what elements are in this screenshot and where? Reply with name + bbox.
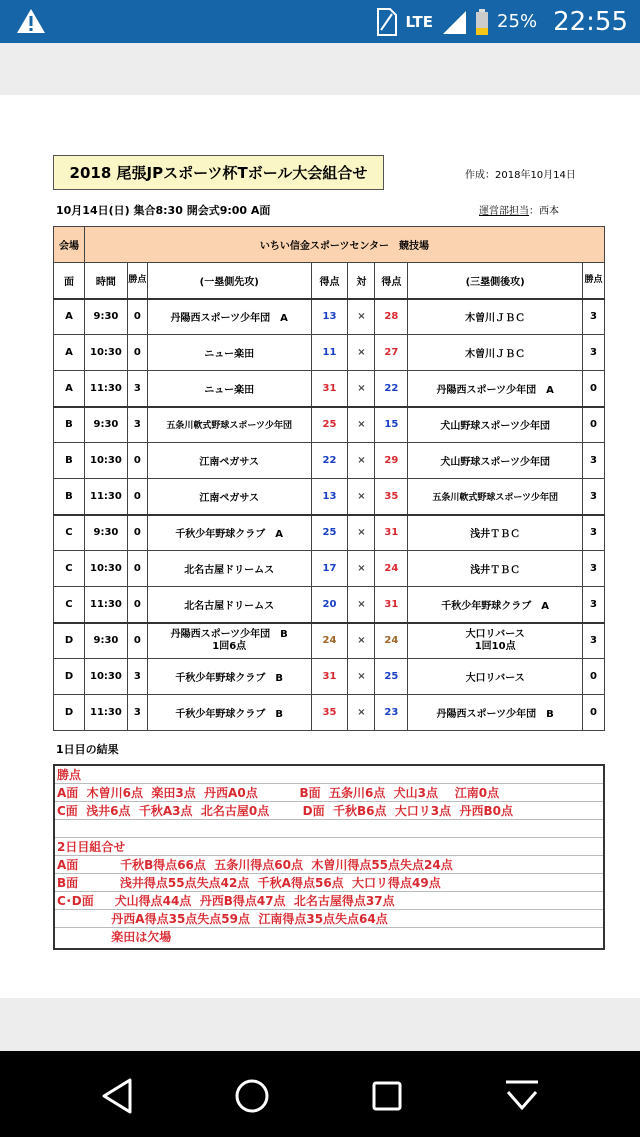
team-right: 丹陽西スポーツ少年団 A bbox=[408, 371, 583, 407]
wins-left: 0 bbox=[127, 479, 147, 515]
match-row bbox=[54, 443, 605, 479]
results-line: 楽田は欠場 bbox=[57, 930, 172, 944]
score-left: 17 bbox=[311, 551, 348, 587]
wins-right: 0 bbox=[582, 371, 604, 407]
wins-left: 3 bbox=[127, 407, 147, 443]
team-left: 千秋少年野球クラブ A bbox=[147, 515, 311, 551]
results-line: A面 千秋B得点66点 五条川得点60点 木曽川得点55点失点24点 bbox=[55, 856, 603, 874]
match-time: 10:30 bbox=[84, 443, 127, 479]
hide-keyboard-icon[interactable] bbox=[502, 1076, 542, 1116]
results-line: B面 浅井得点55点失点42点 千秋A得点56点 大口リ得点49点 bbox=[55, 874, 603, 892]
created-date: 作成：2018年10月14日 bbox=[465, 170, 576, 181]
court: C bbox=[54, 551, 85, 587]
wins-left: 3 bbox=[127, 695, 147, 731]
document-page bbox=[0, 95, 640, 998]
manager-label: 運営部担当 bbox=[479, 206, 529, 217]
wins-right: 3 bbox=[582, 443, 604, 479]
match-row bbox=[54, 623, 605, 659]
vs-mark: × bbox=[348, 695, 375, 731]
team-left: 千秋少年野球クラブ B bbox=[147, 695, 311, 731]
wins-right: 3 bbox=[582, 515, 604, 551]
document-title: 2018 尾張JPスポーツ杯Tボール大会組合せ bbox=[53, 155, 384, 190]
court: B bbox=[54, 479, 85, 515]
team-right: 五条川軟式野球スポーツ少年団 bbox=[408, 479, 583, 515]
wins-left: 0 bbox=[127, 551, 147, 587]
match-time: 11:30 bbox=[84, 587, 127, 623]
wins-right: 0 bbox=[582, 407, 604, 443]
results-line: C面 浅井6点 千秋A3点 北名古屋0点 D面 千秋B6点 大口リ3点 丹西B0点 bbox=[55, 802, 603, 820]
match-row bbox=[54, 479, 605, 515]
wins-right: 3 bbox=[582, 587, 604, 623]
team-right: 浅井ＴＢＣ bbox=[408, 551, 583, 587]
recents-icon[interactable] bbox=[367, 1076, 407, 1116]
signal-icon bbox=[441, 9, 467, 35]
team-right: 大口リバース bbox=[408, 659, 583, 695]
vs-mark: × bbox=[348, 299, 375, 335]
header-court: 面 bbox=[54, 263, 85, 299]
score-right: 28 bbox=[375, 299, 408, 335]
score-right: 24 bbox=[375, 623, 408, 659]
score-right: 35 bbox=[375, 479, 408, 515]
venue-label: 会場 bbox=[54, 227, 85, 263]
court: D bbox=[54, 659, 85, 695]
team-right: 千秋少年野球クラブ A bbox=[408, 587, 583, 623]
wins-left: 3 bbox=[127, 659, 147, 695]
court: C bbox=[54, 587, 85, 623]
team-right: 木曽川ＪＢＣ bbox=[408, 299, 583, 335]
header-wins-left: 勝点 bbox=[127, 263, 147, 299]
network-type: LTE bbox=[405, 12, 434, 31]
header-team-left: (一塁側先攻) bbox=[147, 263, 311, 299]
header-row bbox=[54, 263, 605, 299]
results-line: A面 木曽川6点 楽田3点 丹西A0点 B面 五条川6点 犬山3点 江南0点 bbox=[55, 784, 603, 802]
header-team-right: (三塁側後攻) bbox=[408, 263, 583, 299]
wins-left: 0 bbox=[127, 587, 147, 623]
venue-name: いちい信金スポーツセンター 競技場 bbox=[84, 227, 604, 263]
match-row bbox=[54, 695, 605, 731]
score-right: 31 bbox=[375, 515, 408, 551]
team-left: ニュー楽田 bbox=[147, 335, 311, 371]
score-left: 31 bbox=[311, 371, 348, 407]
team-left: 北名古屋ドリームス bbox=[147, 551, 311, 587]
status-icons bbox=[375, 0, 628, 43]
match-row bbox=[54, 515, 605, 551]
team-left: 丹陽西スポーツ少年団 A bbox=[147, 299, 311, 335]
team-left: 千秋少年野球クラブ B bbox=[147, 659, 311, 695]
score-left: 31 bbox=[311, 659, 348, 695]
match-row bbox=[54, 587, 605, 623]
team-left-name: 丹陽西スポーツ少年団 B bbox=[170, 628, 288, 640]
match-time: 9:30 bbox=[84, 623, 127, 659]
day1-results-title: 1日目の結果 bbox=[56, 743, 119, 756]
score-left: 22 bbox=[311, 443, 348, 479]
results-line: 勝点 bbox=[55, 766, 603, 784]
score-left: 35 bbox=[311, 695, 348, 731]
court: D bbox=[54, 695, 85, 731]
battery-percent: 25% bbox=[497, 11, 538, 32]
wins-left: 0 bbox=[127, 299, 147, 335]
wins-right: 3 bbox=[582, 299, 604, 335]
battery-icon bbox=[475, 8, 489, 36]
vs-mark: × bbox=[348, 371, 375, 407]
wins-left: 0 bbox=[127, 443, 147, 479]
match-time: 9:30 bbox=[84, 299, 127, 335]
wins-left: 0 bbox=[127, 515, 147, 551]
vs-mark: × bbox=[348, 623, 375, 659]
manager-name: ：西本 bbox=[529, 206, 559, 217]
match-time: 10:30 bbox=[84, 551, 127, 587]
results-line: 丹西A得点35点失点59点 江南得点35点失点64点 bbox=[55, 910, 603, 928]
vs-mark: × bbox=[348, 335, 375, 371]
match-time: 10:30 bbox=[84, 335, 127, 371]
match-time: 11:30 bbox=[84, 695, 127, 731]
wins-right: 3 bbox=[582, 551, 604, 587]
wins-right: 3 bbox=[582, 623, 604, 659]
match-time: 9:30 bbox=[84, 515, 127, 551]
home-icon[interactable] bbox=[232, 1076, 272, 1116]
match-time: 10:30 bbox=[84, 659, 127, 695]
header-score-right: 得点 bbox=[375, 263, 408, 299]
schedule-table bbox=[53, 226, 605, 731]
header-time: 時間 bbox=[84, 263, 127, 299]
team-right: 丹陽西スポーツ少年団 B bbox=[408, 695, 583, 731]
match-time: 9:30 bbox=[84, 407, 127, 443]
match-row bbox=[54, 335, 605, 371]
court: B bbox=[54, 407, 85, 443]
wins-left: 0 bbox=[127, 623, 147, 659]
vs-mark: × bbox=[348, 443, 375, 479]
manager-info bbox=[479, 202, 559, 217]
warning-icon bbox=[16, 7, 46, 35]
score-right: 15 bbox=[375, 407, 408, 443]
team-right bbox=[408, 623, 583, 659]
match-row bbox=[54, 407, 605, 443]
wins-right: 0 bbox=[582, 659, 604, 695]
vs-mark: × bbox=[348, 659, 375, 695]
score-left: 24 bbox=[311, 623, 348, 659]
team-right: 犬山野球スポーツ少年団 bbox=[408, 407, 583, 443]
team-left: ニュー楽田 bbox=[147, 371, 311, 407]
results-line: C･D面 犬山得点44点 丹西B得点47点 北名古屋得点37点 bbox=[55, 892, 603, 910]
team-right-note: 1回10点 bbox=[474, 640, 516, 652]
vs-mark: × bbox=[348, 407, 375, 443]
score-right: 25 bbox=[375, 659, 408, 695]
clock: 22:55 bbox=[553, 6, 628, 37]
venue-row bbox=[54, 227, 605, 263]
navigation-bar bbox=[0, 1051, 640, 1137]
court: D bbox=[54, 623, 85, 659]
wins-left: 3 bbox=[127, 371, 147, 407]
score-left: 13 bbox=[311, 299, 348, 335]
date-line: 10月14日(日) 集合8:30 開会式9:00 A面 bbox=[56, 204, 271, 217]
score-right: 24 bbox=[375, 551, 408, 587]
score-right: 29 bbox=[375, 443, 408, 479]
wins-right: 3 bbox=[582, 479, 604, 515]
wins-right: 0 bbox=[582, 695, 604, 731]
status-bar bbox=[0, 0, 640, 43]
wins-right: 3 bbox=[582, 335, 604, 371]
vs-mark: × bbox=[348, 551, 375, 587]
score-left: 25 bbox=[311, 515, 348, 551]
court: A bbox=[54, 299, 85, 335]
court: A bbox=[54, 335, 85, 371]
team-left: 江南ペガサス bbox=[147, 443, 311, 479]
court: C bbox=[54, 515, 85, 551]
court: B bbox=[54, 443, 85, 479]
results-line: 2日目組合せ bbox=[55, 838, 603, 856]
team-right: 浅井ＴＢＣ bbox=[408, 515, 583, 551]
team-right: 犬山野球スポーツ少年団 bbox=[408, 443, 583, 479]
team-left bbox=[147, 623, 311, 659]
match-time: 11:30 bbox=[84, 371, 127, 407]
match-time: 11:30 bbox=[84, 479, 127, 515]
score-right: 27 bbox=[375, 335, 408, 371]
header-vs: 対 bbox=[348, 263, 375, 299]
score-left: 20 bbox=[311, 587, 348, 623]
score-left: 13 bbox=[311, 479, 348, 515]
team-right-name: 大口リバース bbox=[465, 628, 525, 640]
court: A bbox=[54, 371, 85, 407]
results-box bbox=[53, 764, 605, 950]
score-right: 31 bbox=[375, 587, 408, 623]
team-left-note: 1回6点 bbox=[212, 640, 247, 652]
back-icon[interactable] bbox=[98, 1076, 138, 1116]
score-left: 11 bbox=[311, 335, 348, 371]
score-right: 22 bbox=[375, 371, 408, 407]
vs-mark: × bbox=[348, 515, 375, 551]
vs-mark: × bbox=[348, 587, 375, 623]
match-row bbox=[54, 371, 605, 407]
results-line bbox=[55, 820, 603, 838]
score-right: 23 bbox=[375, 695, 408, 731]
match-row bbox=[54, 551, 605, 587]
match-row bbox=[54, 299, 605, 335]
team-left: 五条川軟式野球スポーツ少年団 bbox=[147, 407, 311, 443]
match-row bbox=[54, 659, 605, 695]
header-score-left: 得点 bbox=[311, 263, 348, 299]
vs-mark: × bbox=[348, 479, 375, 515]
score-left: 25 bbox=[311, 407, 348, 443]
team-left: 北名古屋ドリームス bbox=[147, 587, 311, 623]
wins-left: 0 bbox=[127, 335, 147, 371]
team-right: 木曽川ＪＢＣ bbox=[408, 335, 583, 371]
no-sim-icon bbox=[375, 8, 397, 36]
header-wins-right: 勝点 bbox=[582, 263, 604, 299]
team-left: 江南ペガサス bbox=[147, 479, 311, 515]
